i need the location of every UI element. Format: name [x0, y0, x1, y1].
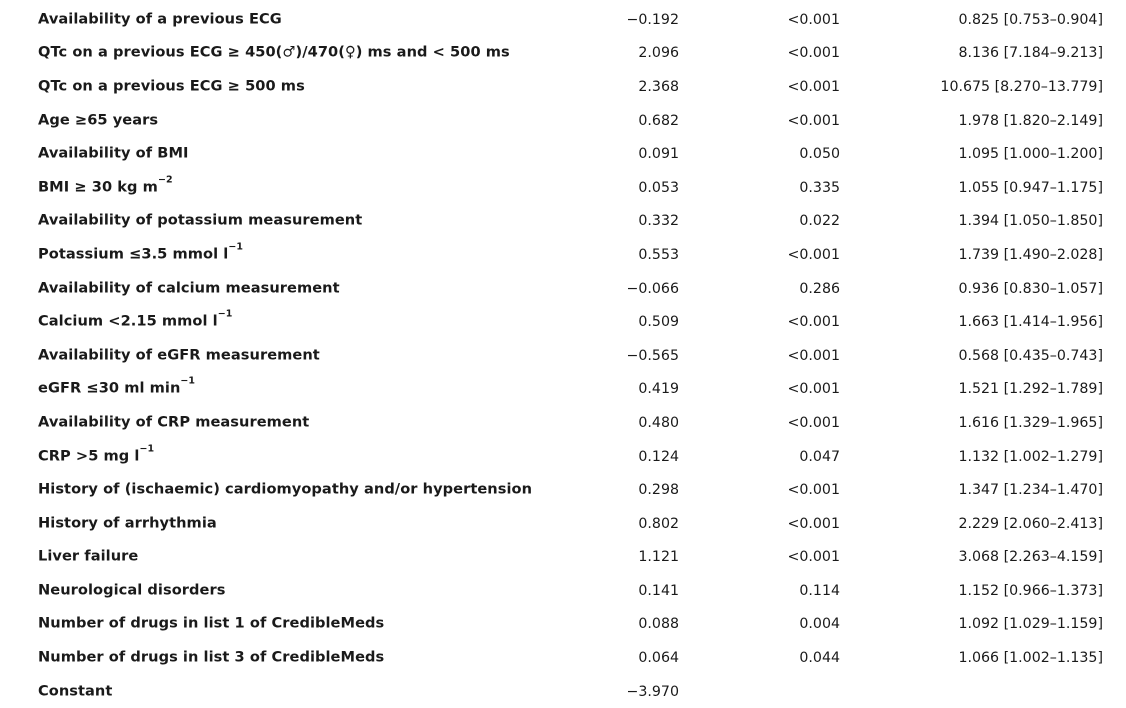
p-value-cell: <0.001 — [787, 549, 840, 566]
coefficient-cell: 0.480 — [638, 414, 679, 431]
coefficient-cell: −0.565 — [626, 347, 679, 364]
odds-ratio-cell: 1.663 [1.414–1.956] — [958, 314, 1103, 331]
variable-label-text: Liver failure — [38, 548, 139, 565]
table-row — [0, 305, 1126, 339]
variable-label — [38, 413, 310, 431]
variable-label — [38, 113, 158, 128]
table-row — [0, 37, 1126, 71]
p-value-cell: <0.001 — [787, 246, 840, 263]
variable-label — [38, 617, 384, 632]
variable-label — [38, 281, 340, 296]
odds-ratio-cell: 1.095 [1.000–1.200] — [958, 146, 1103, 163]
table-row — [0, 473, 1126, 507]
coefficient-cell: 2.096 — [638, 45, 679, 62]
p-value-cell: <0.001 — [787, 482, 840, 499]
regression-table — [0, 3, 1126, 708]
coefficient-cell: 2.368 — [638, 78, 679, 95]
table-row — [0, 574, 1126, 608]
variable-label-text: Calcium <2.15 mmol l — [38, 312, 218, 330]
table-row — [0, 137, 1126, 171]
variable-label — [38, 77, 305, 95]
variable-label — [38, 348, 320, 363]
variable-label — [38, 581, 226, 599]
unit-exponent: −1 — [217, 308, 233, 320]
coefficient-cell: 0.682 — [638, 112, 679, 129]
coefficient-cell: 0.802 — [638, 515, 679, 532]
odds-ratio-cell: 8.136 [7.184–9.213] — [958, 45, 1103, 62]
p-value-cell: 0.004 — [799, 616, 840, 633]
odds-ratio-cell: 1.616 [1.329–1.965] — [958, 414, 1103, 431]
coefficient-cell: 0.064 — [638, 649, 679, 666]
odds-ratio-cell: 1.132 [1.002–1.279] — [958, 448, 1103, 465]
coefficient-cell: 0.124 — [638, 448, 679, 465]
table-row — [0, 675, 1126, 708]
coefficient-cell: 0.141 — [638, 582, 679, 599]
variable-label-text: History of arrhythmia — [38, 514, 217, 532]
variable-label-text: CRP >5 mg l — [38, 447, 140, 465]
p-value-cell: <0.001 — [787, 45, 840, 62]
table-row — [0, 541, 1126, 575]
coefficient-cell: −0.066 — [626, 280, 679, 297]
odds-ratio-cell: 1.092 [1.029–1.159] — [958, 616, 1103, 633]
odds-ratio-cell: 1.394 [1.050–1.850] — [958, 213, 1103, 230]
table-row — [0, 104, 1126, 138]
variable-label-text: Number of drugs in list 3 of CredibleMeds — [38, 648, 385, 666]
coefficient-cell: 1.121 — [638, 549, 679, 566]
variable-label-text: Constant — [38, 682, 113, 700]
variable-label-text: Availability of CRP measurement — [38, 413, 310, 431]
p-value-cell: <0.001 — [787, 381, 840, 398]
variable-label — [38, 241, 244, 263]
variable-label-text: eGFR ≤30 ml min — [38, 380, 181, 398]
p-value-cell: <0.001 — [787, 414, 840, 431]
p-value-cell: <0.001 — [787, 347, 840, 364]
variable-label-text: Availability of BMI — [38, 144, 189, 162]
unit-exponent: −2 — [157, 174, 173, 186]
odds-ratio-cell: 1.521 [1.292–1.789] — [958, 381, 1103, 398]
variable-label-text: QTc on a previous ECG ≥ 450(♂)/470(♀) ms and < 500 ms — [38, 44, 510, 62]
table-row — [0, 3, 1126, 37]
variable-label — [38, 648, 385, 666]
table-row — [0, 608, 1126, 642]
p-value-cell: 0.022 — [799, 213, 840, 230]
p-value-cell: <0.001 — [787, 515, 840, 532]
coefficient-cell: 0.053 — [638, 179, 679, 196]
coefficient-cell: 0.332 — [638, 213, 679, 230]
variable-label — [38, 516, 217, 531]
p-value-cell: <0.001 — [787, 11, 840, 28]
odds-ratio-cell: 1.347 [1.234–1.470] — [958, 482, 1103, 499]
variable-label-text: History of (ischaemic) cardiomyopathy and/or hypertension — [38, 480, 533, 498]
variable-label-text: Availability of eGFR measurement — [38, 346, 320, 364]
variable-label — [38, 214, 362, 229]
table-row — [0, 373, 1126, 407]
variable-label-text: Availability of potassium measurement — [38, 212, 363, 230]
p-value-cell: <0.001 — [787, 112, 840, 129]
variable-label — [38, 376, 196, 398]
p-value-cell: <0.001 — [787, 314, 840, 331]
variable-label — [38, 308, 233, 330]
table-row — [0, 641, 1126, 675]
variable-label-text: Number of drugs in list 1 of CredibleMeds — [38, 615, 385, 633]
variable-label — [38, 46, 510, 61]
p-value-cell: 0.286 — [799, 280, 840, 297]
odds-ratio-cell: 1.978 [1.820–2.149] — [958, 112, 1103, 129]
table-row — [0, 272, 1126, 306]
coefficient-cell: 0.088 — [638, 616, 679, 633]
odds-ratio-cell: 1.066 [1.002–1.135] — [958, 649, 1103, 666]
variable-label-text: Age ≥65 years — [38, 111, 159, 129]
variable-label — [38, 480, 533, 498]
variable-label-text: Potassium ≤3.5 mmol l — [38, 245, 229, 263]
variable-label-text: BMI ≥ 30 kg m — [38, 178, 158, 196]
variable-label — [38, 10, 282, 28]
odds-ratio-cell: 10.675 [8.270–13.779] — [940, 78, 1103, 95]
odds-ratio-cell: 1.152 [0.966–1.373] — [958, 582, 1103, 599]
odds-ratio-cell: 0.568 [0.435–0.743] — [958, 347, 1103, 364]
coefficient-cell: 0.091 — [638, 146, 679, 163]
coefficient-cell: 0.419 — [638, 381, 679, 398]
unit-exponent: −1 — [180, 376, 196, 388]
table-row — [0, 238, 1126, 272]
variable-label — [38, 684, 112, 699]
variable-label-text: QTc on a previous ECG ≥ 500 ms — [38, 77, 305, 95]
p-value-cell: 0.050 — [799, 146, 840, 163]
variable-label — [38, 174, 173, 196]
coefficient-cell: −0.192 — [626, 11, 679, 28]
p-value-cell: 0.044 — [799, 649, 840, 666]
p-value-cell: 0.335 — [799, 179, 840, 196]
table-row — [0, 70, 1126, 104]
odds-ratio-cell: 2.229 [2.060–2.413] — [958, 515, 1103, 532]
coefficient-cell: 0.298 — [638, 482, 679, 499]
odds-ratio-cell: 3.068 [2.263–4.159] — [958, 549, 1103, 566]
table-row — [0, 406, 1126, 440]
coefficient-cell: 0.509 — [638, 314, 679, 331]
coefficient-cell: −3.970 — [626, 683, 679, 700]
table-row — [0, 339, 1126, 373]
unit-exponent: −1 — [139, 443, 155, 455]
variable-label-text: Neurological disorders — [38, 581, 226, 599]
unit-exponent: −1 — [228, 241, 244, 253]
variable-label — [38, 443, 155, 465]
odds-ratio-cell: 0.936 [0.830–1.057] — [958, 280, 1103, 297]
odds-ratio-cell: 1.739 [1.490–2.028] — [958, 246, 1103, 263]
table-row — [0, 507, 1126, 541]
odds-ratio-cell: 0.825 [0.753–0.904] — [958, 11, 1103, 28]
p-value-cell: 0.114 — [799, 582, 840, 599]
odds-ratio-cell: 1.055 [0.947–1.175] — [958, 179, 1103, 196]
table-row — [0, 205, 1126, 239]
variable-label — [38, 550, 138, 565]
variable-label-text: Availability of a previous ECG — [38, 10, 282, 28]
variable-label — [38, 144, 189, 162]
coefficient-cell: 0.553 — [638, 246, 679, 263]
table-row — [0, 440, 1126, 474]
p-value-cell: 0.047 — [799, 448, 840, 465]
p-value-cell: <0.001 — [787, 78, 840, 95]
variable-label-text: Availability of calcium measurement — [38, 279, 340, 297]
table-row — [0, 171, 1126, 205]
